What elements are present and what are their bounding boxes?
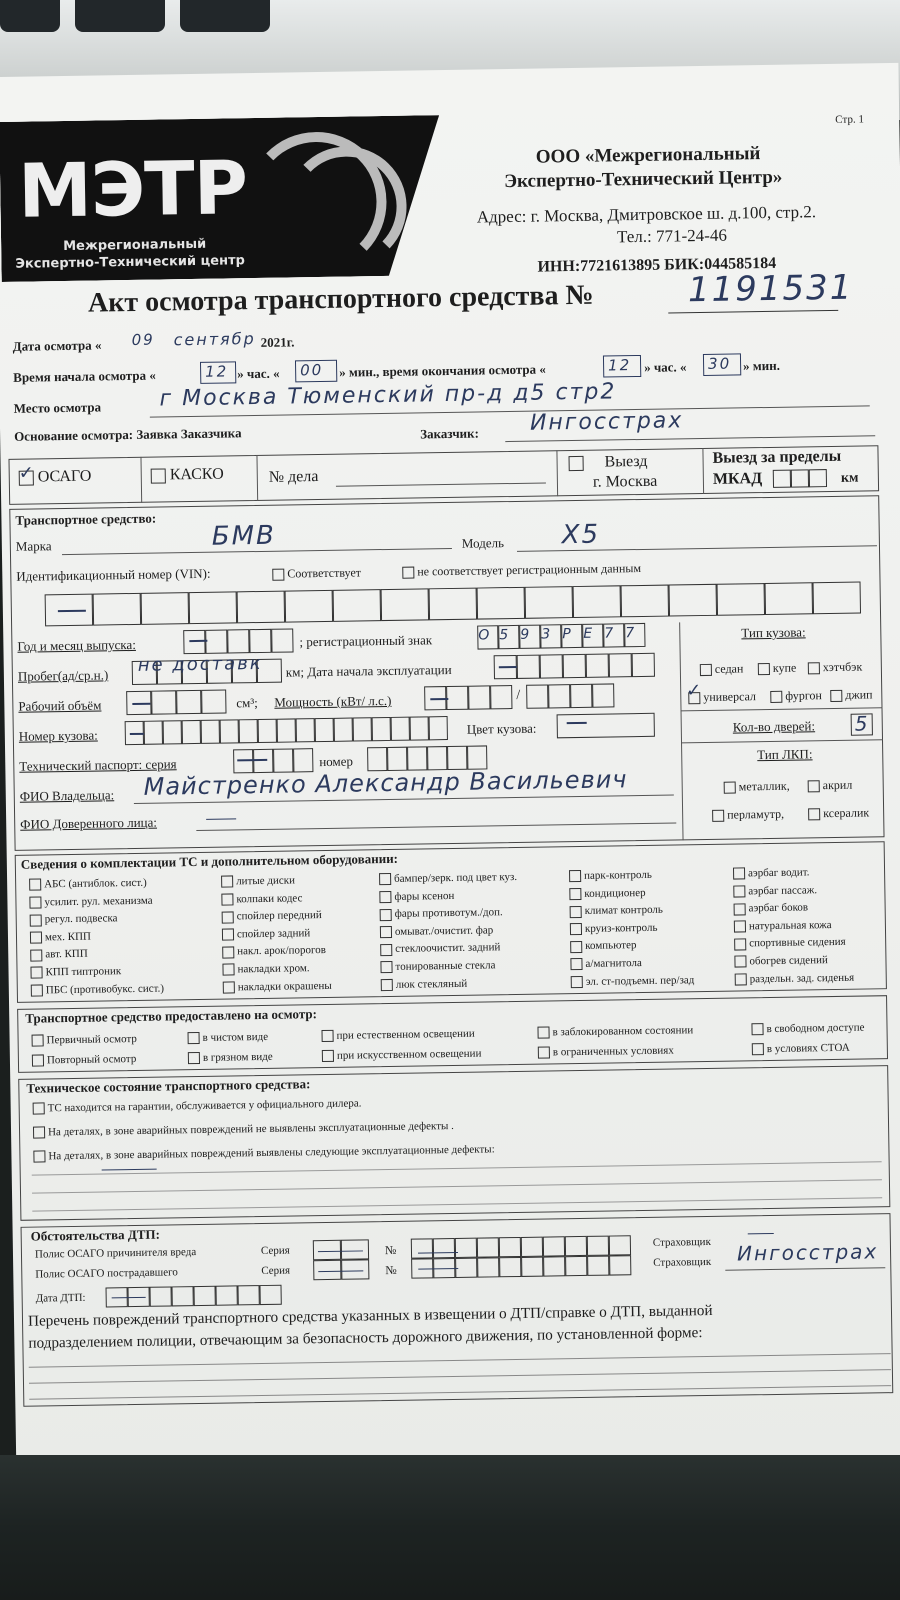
customer-value: Ингосстрах (529, 408, 684, 436)
kasko-label: КАСКО (169, 465, 224, 484)
equipment-item[interactable] (734, 952, 854, 971)
tech-state-label: ТС находится на гарантии, обслуживается у официального дилера. (47, 1097, 362, 1115)
inspection-date-label: Дата осмотра « (12, 337, 102, 354)
policy-series-label: Серия (261, 1264, 291, 1278)
equipment-item-label: усилит. рул. механизма (44, 894, 153, 908)
equipment-item-label: эл. ст-подъемн. пер/зад (585, 973, 695, 988)
model-label: Модель (461, 535, 505, 551)
paint-pearl[interactable] (712, 807, 784, 823)
body-type-jeep[interactable] (830, 687, 872, 703)
page-number: Стр. 1 (835, 113, 864, 126)
equipment-item-label: компьютер (585, 939, 637, 953)
policy-victim-label: Полис ОСАГО пострадавшего (35, 1266, 178, 1281)
equipment-item[interactable] (380, 957, 518, 977)
equipment-item-label: тонированные стекла (395, 959, 496, 973)
owner-value: Майстренко Александр Васильевич (143, 765, 628, 801)
volume-unit: см³; (236, 695, 258, 711)
equipment-item[interactable] (29, 892, 162, 912)
hour-unit-label: » час. « (237, 365, 280, 382)
logo-subtitle-1: Межрегиональный (63, 236, 207, 255)
equipment-item[interactable] (223, 977, 332, 996)
equipment-item-label: фары противотум./доп. (394, 906, 503, 921)
start-minute: 00 (299, 360, 324, 380)
paint-metallic[interactable] (724, 779, 790, 795)
tech-state-label: На деталях, в зоне аварийных повреждений выявлены следующие эксплуатационные дефекты: (48, 1143, 495, 1163)
paint-type-label: акрил (822, 777, 853, 793)
equipment-item[interactable] (734, 899, 854, 918)
presentation-option[interactable] (188, 1031, 269, 1045)
power-hp-boxes[interactable] (526, 683, 614, 708)
equipment-item-label: КПП типтроник (45, 965, 122, 979)
equipment-item-label: мех. КПП (44, 930, 92, 944)
power-dash-mark (430, 698, 448, 700)
min-unit-label: » мин. (742, 357, 781, 374)
equipment-item[interactable] (380, 922, 518, 942)
body-type-label: универсал (703, 689, 757, 705)
equipment-item[interactable] (570, 919, 694, 939)
equipment-item[interactable] (29, 875, 162, 895)
equipment-item[interactable] (30, 927, 163, 947)
equipment-item-label: стеклоочистит. задний (395, 941, 501, 956)
policy-number-boxes[interactable] (411, 1255, 631, 1278)
paint-type-label: металлик, (738, 778, 790, 794)
inspection-date-month: сентябр (173, 329, 256, 350)
body-type-sedan[interactable] (700, 661, 744, 677)
equipment-item-label: натуральная кожа (748, 918, 832, 933)
start-time-label: Время начала осмотра « (13, 367, 156, 385)
visit-moscow-checkbox[interactable] (568, 454, 587, 472)
body-type-label: хэтчбэк (822, 659, 863, 675)
equipment-item[interactable] (379, 869, 517, 889)
equipment-item[interactable] (735, 969, 855, 988)
reg-char: Е (583, 625, 595, 642)
reg-char: 9 (520, 626, 532, 643)
accident-title: Обстоятельства ДТП: (30, 1226, 160, 1244)
equipment-item-label: обогрев сидений (749, 954, 828, 968)
case-number-label: № дела (268, 468, 319, 486)
reg-plate-boxes[interactable] (477, 623, 645, 650)
equipment-item-label: накладки окрашены (237, 979, 332, 993)
equipment-item-label: круиз-контроль (584, 921, 658, 935)
equipment-column-3 (379, 869, 519, 994)
visit-label-1: Выезд (604, 452, 648, 471)
make-value: БМВ (211, 520, 277, 552)
accident-date-label: Дата ДТП: (35, 1291, 86, 1305)
equipment-item[interactable] (733, 881, 853, 900)
presentation-option-label: в условиях СТОА (766, 1041, 850, 1056)
place-label: Место осмотра (13, 399, 102, 416)
equipment-item[interactable] (733, 864, 853, 883)
mkad-km-boxes[interactable] (773, 469, 827, 488)
reg-char: Р (562, 626, 573, 643)
dark-background-bottom (0, 1455, 900, 1600)
logo-wordmark: МЭТР (17, 145, 248, 235)
equipment-item-label: аэрбаг пассаж. (748, 883, 818, 897)
body-type-van[interactable] (770, 688, 822, 704)
paint-type-title: Тип ЛКП: (757, 746, 813, 763)
equipment-item-label: кондиционер (584, 886, 646, 900)
reg-char: 3 (541, 626, 553, 643)
equipment-item[interactable] (30, 910, 163, 930)
mkad-km-unit: км (840, 470, 859, 486)
inspection-date-day: 09 (131, 330, 155, 349)
body-number-dash-mark (130, 733, 144, 735)
osago-check-mark: ✓ (18, 462, 36, 484)
equipment-item[interactable] (222, 942, 331, 961)
equipment-item-label: климат контроль (584, 903, 663, 918)
policy-series-label: Серия (260, 1244, 290, 1258)
equipment-column-2 (221, 872, 332, 997)
policy-guilty-label: Полис ОСАГО причинителя вреда (34, 1246, 197, 1261)
place-value: г Москва Тюменский пр-д д5 стр2 (159, 379, 617, 412)
equipment-item-label: раздельн. зад. сиденья (749, 971, 855, 985)
keyboard-key (75, 0, 165, 32)
equipment-item[interactable] (734, 934, 854, 953)
body-type-label: фургон (785, 688, 822, 703)
mileage-label: Пробег(ад/ср.н.) (17, 667, 109, 684)
color-dash-mark (567, 722, 587, 724)
passport-number-label: номер (319, 753, 354, 770)
equipment-item-label: АБС (антиблок. сист.) (44, 876, 147, 891)
body-type-label: седан (714, 661, 744, 676)
vin-nomatch-label: не соответствует регистрационным данным (417, 560, 642, 579)
year-dash-mark (189, 640, 207, 642)
customer-label: Заказчик: (420, 425, 480, 442)
make-label: Марка (15, 538, 52, 554)
paint-type-label: ксералик (823, 805, 870, 821)
paint-xeralic[interactable] (808, 805, 869, 821)
company-name-2: Экспертно-Технический Центр» (504, 166, 783, 193)
paint-type-label: перламутр, (727, 806, 785, 822)
outside-mkad-label-1: Выезд за пределы (712, 447, 842, 467)
vin-label: Идентификационный номер (VIN): (16, 565, 211, 584)
vin-match-label: Соответствует (287, 565, 362, 581)
doors-value: 5 (854, 711, 870, 736)
passport-label: Технический паспорт: серия (19, 756, 177, 774)
body-type-label: купе (772, 660, 797, 675)
company-name-1: ООО «Межрегиональный (535, 143, 761, 168)
presentation-option[interactable] (188, 1051, 273, 1065)
equipment-item[interactable] (222, 960, 331, 979)
insurer-label: Страховщик (652, 1235, 711, 1249)
equipment-item[interactable] (734, 916, 854, 935)
damage-list-text-1: Перечень повреждений транспортного средства указанных в извещении о ДТП/справке о ДТП, выданной (27, 1301, 713, 1330)
insurer-label: Страховщик (653, 1255, 712, 1269)
equipment-item[interactable] (570, 901, 694, 921)
reg-char: О (478, 627, 492, 644)
equipment-item-label: авт. КПП (45, 948, 88, 961)
presentation-option[interactable] (537, 1024, 693, 1039)
visit-label-2: г. Москва (592, 472, 658, 491)
equipment-item-label: фары ксенон (394, 889, 455, 903)
company-phone: Тел.: 771-24-46 (616, 225, 728, 247)
trustee-label: ФИО Доверенного лица: (20, 814, 158, 832)
equipment-item[interactable] (30, 945, 163, 965)
presentation-option-label: в грязном виде (202, 1050, 273, 1064)
equipment-item[interactable] (569, 884, 693, 904)
vehicle-section-title: Транспортное средство: (15, 510, 157, 528)
keyboard-key (180, 0, 270, 32)
equipment-item-label: накладки хром. (237, 962, 310, 976)
power-slash: / (516, 687, 521, 703)
presentation-option[interactable] (538, 1045, 674, 1060)
basis-label: Основание осмотра: Заявка Заказчика (14, 425, 242, 444)
equipment-item-label: аэрбаг боков (748, 901, 809, 915)
equipment-item[interactable] (221, 890, 330, 909)
equipment-item-label: ПБС (противобукс. сист.) (45, 982, 165, 996)
equipment-item[interactable] (31, 980, 164, 1000)
equipment-item-label: а/магнитола (585, 956, 642, 970)
body-type-hatchback[interactable] (808, 660, 863, 676)
reg-char: 7 (625, 625, 637, 642)
outside-mkad-label-2: МКАД (712, 470, 763, 488)
presentation-option-label: при естественном освещении (336, 1027, 475, 1042)
equipment-item[interactable] (570, 954, 694, 974)
body-type-coupe[interactable] (758, 661, 797, 677)
presentation-option[interactable] (32, 1033, 137, 1047)
color-box[interactable] (557, 713, 655, 739)
inspection-act-document (0, 63, 900, 1477)
act-number: 1191531 (687, 267, 854, 311)
body-type-title: Тип кузова: (741, 624, 806, 641)
presentation-option-label: в заблокированном состоянии (552, 1024, 694, 1039)
presentation-option-label: в ограниченных условиях (552, 1044, 674, 1059)
vin-match-checkbox[interactable] (272, 565, 361, 581)
equipment-item-label: литые диски (236, 874, 296, 888)
body-number-label: Номер кузова: (18, 727, 98, 744)
equipment-item[interactable] (30, 963, 163, 983)
equipment-item[interactable] (569, 866, 693, 886)
end-hour: 12 (607, 356, 632, 375)
equipment-column-5 (733, 864, 854, 989)
equipment-item[interactable] (571, 972, 695, 992)
end-minute: 30 (707, 354, 732, 373)
presentation-option[interactable] (322, 1048, 482, 1063)
document-title: Акт осмотра транспортного средства № (87, 279, 594, 319)
color-label: Цвет кузова: (466, 720, 537, 737)
keyboard-key (0, 0, 60, 32)
reg-char: 5 (499, 627, 511, 644)
equipment-item-label: люк стекляный (395, 977, 468, 991)
inspection-date-year: 2021г. (260, 334, 295, 350)
start-date-boxes[interactable] (494, 653, 655, 680)
kasko-checkbox[interactable] (151, 466, 224, 485)
start-hour: 12 (204, 362, 229, 381)
equipment-column-1 (29, 875, 164, 1000)
volume-dash-mark (132, 703, 150, 705)
presentation-option[interactable] (752, 1042, 850, 1056)
tech-state-title: Техническое состояние транспортного средства: (26, 1076, 311, 1096)
equipment-item[interactable] (379, 887, 517, 907)
osago-label: ОСАГО (37, 467, 92, 486)
equipment-item[interactable] (380, 904, 518, 924)
presentation-option[interactable] (32, 1053, 137, 1067)
owner-label: ФИО Владельца: (19, 787, 115, 804)
equipment-item-label: регул. подвеска (44, 912, 118, 926)
volume-label: Рабочий объём (18, 697, 102, 714)
presentation-option-label: в свободном доступе (766, 1021, 865, 1036)
policy-number-label: № (384, 1242, 397, 1258)
wagon-check-mark: ✓ (686, 680, 704, 702)
presentation-option-label: Повторный осмотр (46, 1052, 137, 1067)
year-label: Год и месяц выпуска: (17, 636, 136, 654)
policy-number-label: № (385, 1262, 397, 1278)
equipment-item[interactable] (381, 975, 519, 995)
equipment-item-label: накл. арок/порогов (237, 944, 327, 958)
mileage-value: не доставк (137, 652, 263, 676)
equipment-item-label: спойлер передний (236, 909, 322, 923)
tech-state-label: На деталях, в зоне аварийных повреждений не выявлены эксплуатационные дефекты . (47, 1119, 454, 1139)
equipment-item-label: омыват./очистит. фар (394, 924, 494, 938)
equipment-item-label: аэрбаг водит. (747, 866, 810, 880)
body-type-label: джип (845, 687, 873, 702)
equipment-item-label: бампер/зерк. под цвет куз. (394, 870, 518, 885)
presentation-option-label: при искусственном освещении (336, 1047, 482, 1062)
reg-label: ; регистрационный знак (299, 632, 433, 650)
equipment-item[interactable] (221, 872, 330, 891)
equipment-item-label: спойлер задний (236, 927, 311, 941)
equipment-item[interactable] (222, 907, 331, 926)
mileage-km-label: км; Дата начала эксплуатации (285, 661, 452, 680)
power-label: Мощность (кВт/ л.с.) (274, 692, 392, 710)
presentation-title: Транспортное средство предоставлено на осмотр: (25, 1006, 317, 1026)
equipment-item-label: колпаки кодес (236, 891, 303, 905)
equipment-item[interactable] (380, 939, 518, 959)
doors-label: Кол-во дверей: (732, 718, 816, 735)
body-number-boxes[interactable] (125, 716, 448, 745)
end-time-label: » мин., время окончания осмотра « (339, 361, 546, 380)
company-inn-bik: ИНН:7721613895 БИК:044585184 (537, 254, 777, 276)
equipment-item[interactable] (222, 925, 331, 944)
paint-acrylic[interactable] (808, 778, 853, 794)
presentation-option[interactable] (751, 1022, 864, 1036)
equipment-item[interactable] (570, 937, 694, 957)
presentation-option-label: в чистом виде (202, 1030, 269, 1044)
hour-unit-label-2: » час. « (644, 359, 687, 375)
equipment-title: Сведения о комплектации ТС и дополнительном оборудовании: (20, 850, 399, 872)
start-date-dash-mark (499, 666, 517, 668)
company-address: Адрес: г. Москва, Дмитровское ш. д.100, стр.2. (476, 202, 817, 227)
insurer-value: Ингосстрах (736, 1239, 879, 1266)
equipment-column-4 (569, 866, 695, 991)
reg-char: 7 (604, 625, 616, 642)
damage-list-text-2: подразделением полиции, отвечающим за безопасность дорожного движения, по установленной форме: (28, 1324, 703, 1352)
act-number-underline (668, 310, 838, 314)
model-value: Х5 (561, 519, 601, 551)
equipment-item-label: парк-контроль (584, 868, 652, 882)
presentation-option-label: Первичный осмотр (46, 1032, 137, 1047)
presentation-option[interactable] (321, 1028, 474, 1043)
logo-subtitle-2: Экспертно-Технический центр (15, 253, 245, 272)
equipment-item-label: спортивные сидения (749, 936, 846, 950)
